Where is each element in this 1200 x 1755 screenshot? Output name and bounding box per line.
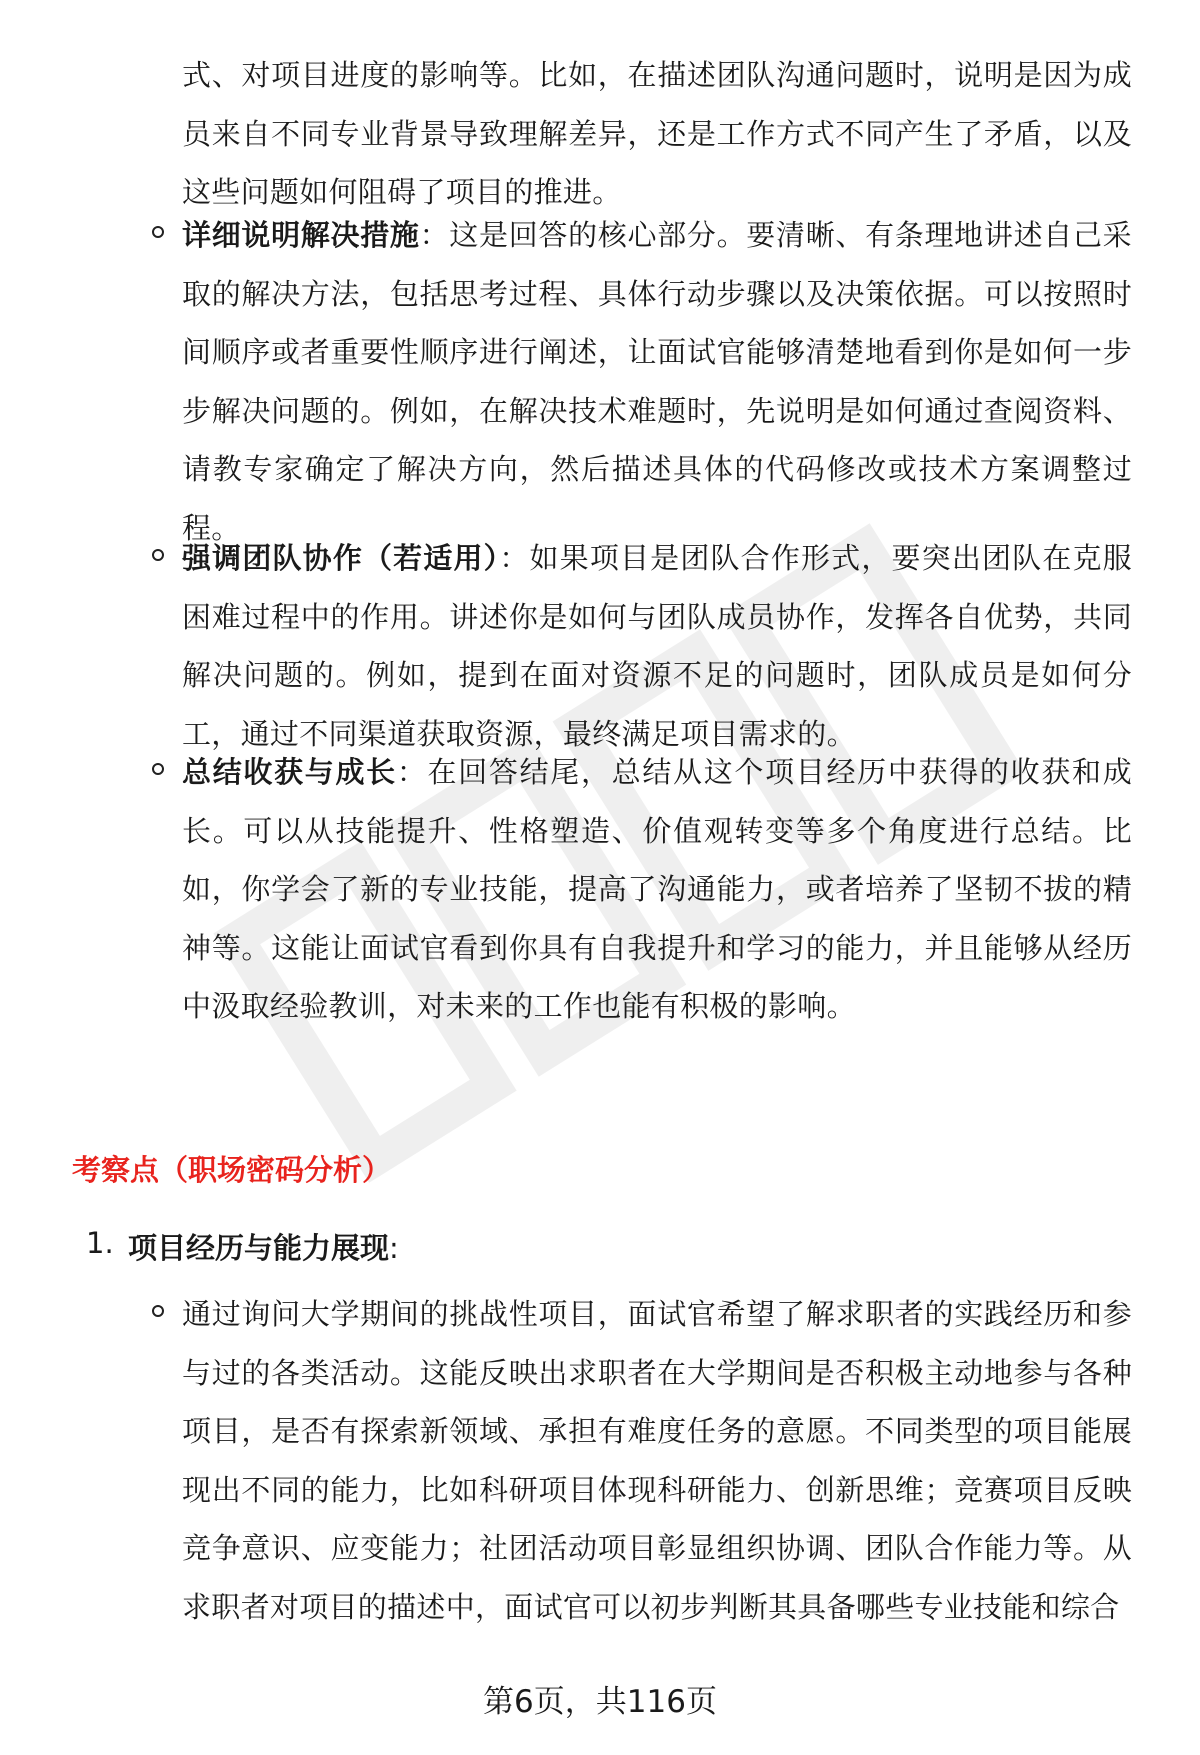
bullet-marker xyxy=(152,763,164,775)
list-number: 1. xyxy=(86,1226,114,1260)
bullet-marker xyxy=(152,1305,164,1317)
section-heading: 考察点（职场密码分析） xyxy=(72,1153,392,1187)
bullet-item-teamwork: 强调团队协作（若适用）：如果项目是团队合作形式，要突出团队在克服困难过程中的作用。讲述你是如何与团队成员协作，发挥各自优势，共同解决问题的。例如，提到在面对资源不足的问题时，团队成员是如何分工，通过不同渠道获取资源，最终满足项目需求的。 xyxy=(182,541,1132,751)
bullet-title: 详细说明解决措施 xyxy=(182,218,420,252)
numbered-item-title: 项目经历与能力展现: xyxy=(128,1231,399,1265)
bullet-title: 总结收获与成长 xyxy=(182,755,397,789)
bullet-marker xyxy=(152,549,164,561)
bullet-item-summary: 总结收获与成长：在回答结尾，总结从这个项目经历中获得的收获和成长。可以从技能提升、性格塑造、价值观转变等多个角度进行总结。比如，你学会了新的专业技能，提高了沟通能力，或者培养了坚韧不拔的精神等。这能让面试官看到你具有自我提升和学习的能力，并且能够从经历中汲取经验教训，对未来的工作也能有积极的影响。 xyxy=(182,755,1132,1023)
bullet-item-solution: 详细说明解决措施：这是回答的核心部分。要清晰、有条理地讲述自己采取的解决方法，包括思考过程、具体行动步骤以及决策依据。可以按照时间顺序或者重要性顺序进行阐述，让面试官能够清楚地看到你是如何一步步解决问题的。例如，在解决技术难题时，先说明是如何通过查阅资料、请教专家确定了解决方向，然后描述具体的代码修改或技术方案调整过程。 xyxy=(182,218,1132,545)
intro-paragraph: 式、对项目进度的影响等。比如，在描述团队沟通问题时，说明是因为成员来自不同专业背景导致理解差异，还是工作方式不同产生了矛盾，以及这些问题如何阻碍了项目的推进。 xyxy=(182,58,1132,209)
sub-bullet-paragraph: 通过询问大学期间的挑战性项目，面试官希望了解求职者的实践经历和参与过的各类活动。这能反映出求职者在大学期间是否积极主动地参与各种项目，是否有探索新领域、承担有难度任务的意愿。不同类型的项目能展现出不同的能力，比如科研项目体现科研能力、创新思维；竞赛项目反映竞争意识、应变能力；社团活动项目彰显组织协调、团队合作能力等。从求职者对项目的描述中，面试官可以初步判断其具备哪些专业技能和综合 xyxy=(182,1297,1132,1624)
bullet-text: 如果项目是团队合作形式，要突出团队在克服困难过程中的作用。讲述你是如何与团队成员协作，发挥各自优势，共同解决问题的。例如，提到在面对资源不足的问题时，团队成员是如何分工，通过不同渠道获取资源，最终满足项目需求的。 xyxy=(182,541,1132,751)
bullet-text: 这是回答的核心部分。要清晰、有条理地讲述自己采取的解决方法，包括思考过程、具体行动步骤以及决策依据。可以按照时间顺序或者重要性顺序进行阐述，让面试官能够清楚地看到你是如何一步步解决问题的。例如，在解决技术难题时，先说明是如何通过查阅资料、请教专家确定了解决方向，然后描述具体的代码修改或技术方案调整过程。 xyxy=(182,218,1132,545)
bullet-title: 强调团队协作（若适用） xyxy=(182,541,500,575)
bullet-marker xyxy=(152,226,164,238)
page-footer: 第6页，共116页 xyxy=(483,1684,717,1720)
bullet-text: 在回答结尾，总结从这个项目经历中获得的收获和成长。可以从技能提升、性格塑造、价值观转变等多个角度进行总结。比如，你学会了新的专业技能，提高了沟通能力，或者培养了坚韧不拔的精神等。这能让面试官看到你具有自我提升和学习的能力，并且能够从经历中汲取经验教训，对未来的工作也能有积极的影响。 xyxy=(182,755,1132,1023)
